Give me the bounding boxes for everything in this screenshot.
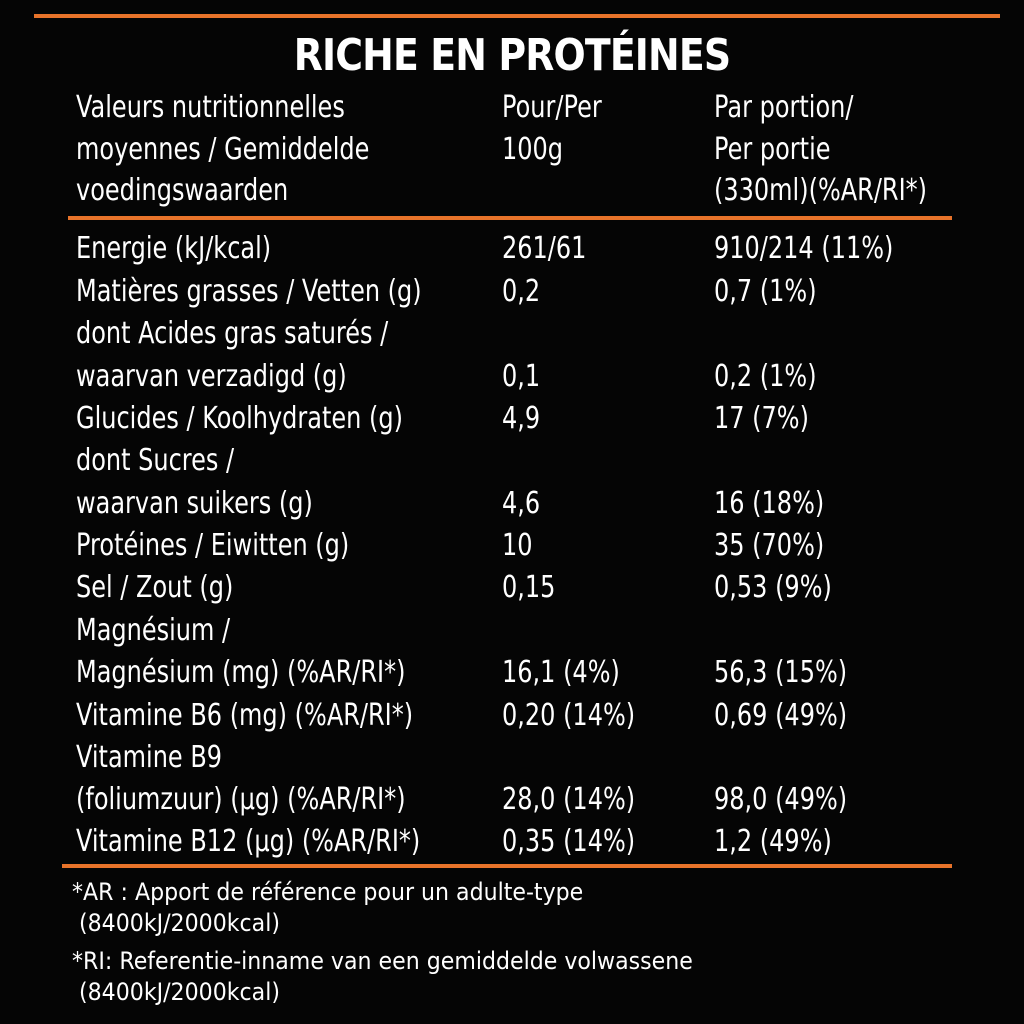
header-divider	[68, 216, 952, 220]
footnote-ri-energy: (8400kJ/2000kcal)	[72, 978, 280, 1006]
row-per-100g: 4,6	[502, 486, 541, 521]
row-label: Magnésium (mg) (%AR/RI*)	[76, 655, 406, 690]
row-label: Magnésium /	[76, 613, 231, 648]
row-per-portion: 0,53 (9%)	[714, 570, 832, 605]
row-label: dont Sucres /	[76, 443, 235, 478]
row-per-100g: 0,35 (14%)	[502, 824, 636, 859]
row-label: Vitamine B12 (µg) (%AR/RI*)	[76, 824, 421, 859]
row-label: (foliumzuur) (µg) (%AR/RI*)	[76, 782, 406, 817]
row-per-portion: 1,2 (49%)	[714, 824, 832, 859]
footnote-ar-energy: (8400kJ/2000kcal)	[72, 909, 280, 937]
row-per-100g: 0,15	[502, 570, 556, 605]
row-per-portion: 35 (70%)	[714, 528, 825, 563]
row-label: Vitamine B6 (mg) (%AR/RI*)	[76, 698, 414, 733]
header-per-100g-line-2: 100g	[502, 132, 564, 167]
row-per-100g: 16,1 (4%)	[502, 655, 620, 690]
header-nutrition-label-line-1: Valeurs nutritionnelles	[76, 90, 345, 125]
row-per-100g: 261/61	[502, 231, 587, 266]
row-per-100g: 10	[502, 528, 533, 563]
row-per-portion: 0,69 (49%)	[714, 698, 848, 733]
row-per-100g: 4,9	[502, 401, 541, 436]
row-per-portion: 0,2 (1%)	[714, 359, 817, 394]
row-per-portion: 98,0 (49%)	[714, 782, 848, 817]
row-label: dont Acides gras saturés /	[76, 316, 389, 351]
header-per-100g-line-1: Pour/Per	[502, 90, 602, 125]
footer-divider	[62, 864, 952, 868]
top-divider	[34, 14, 1000, 18]
header-nutrition-label-line-3: voedingswaarden	[76, 173, 289, 208]
row-per-portion: 0,7 (1%)	[714, 274, 817, 309]
header-nutrition-label-line-2: moyennes / Gemiddelde	[76, 132, 370, 167]
header-per-portion-line-3: (330ml)(%AR/RI*)	[714, 173, 928, 208]
row-label: Protéines / Eiwitten (g)	[76, 528, 350, 563]
row-label: Matières grasses / Vetten (g)	[76, 274, 422, 309]
row-label: Sel / Zout (g)	[76, 570, 234, 605]
row-per-100g: 0,2	[502, 274, 541, 309]
row-per-100g: 0,20 (14%)	[502, 698, 636, 733]
row-per-portion: 910/214 (11%)	[714, 231, 894, 266]
footnote-ar: *AR : Apport de référence pour un adulte-type	[72, 878, 584, 906]
page-title: RICHE EN PROTÉINES	[293, 30, 731, 81]
row-per-100g: 28,0 (14%)	[502, 782, 636, 817]
row-label: Glucides / Koolhydraten (g)	[76, 401, 403, 436]
header-per-portion-line-2: Per portie	[714, 132, 831, 167]
row-per-100g: 0,1	[502, 359, 541, 394]
footnote-ri: *RI: Referentie-inname van een gemiddelde volwassene	[72, 947, 693, 975]
row-label: waarvan verzadigd (g)	[76, 359, 347, 394]
row-per-portion: 17 (7%)	[714, 401, 809, 436]
row-label: Vitamine B9	[76, 740, 223, 775]
row-label: Energie (kJ/kcal)	[76, 231, 272, 266]
row-per-portion: 16 (18%)	[714, 486, 825, 521]
row-per-portion: 56,3 (15%)	[714, 655, 848, 690]
row-label: waarvan suikers (g)	[76, 486, 313, 521]
header-per-portion-line-1: Par portion/	[714, 90, 854, 125]
